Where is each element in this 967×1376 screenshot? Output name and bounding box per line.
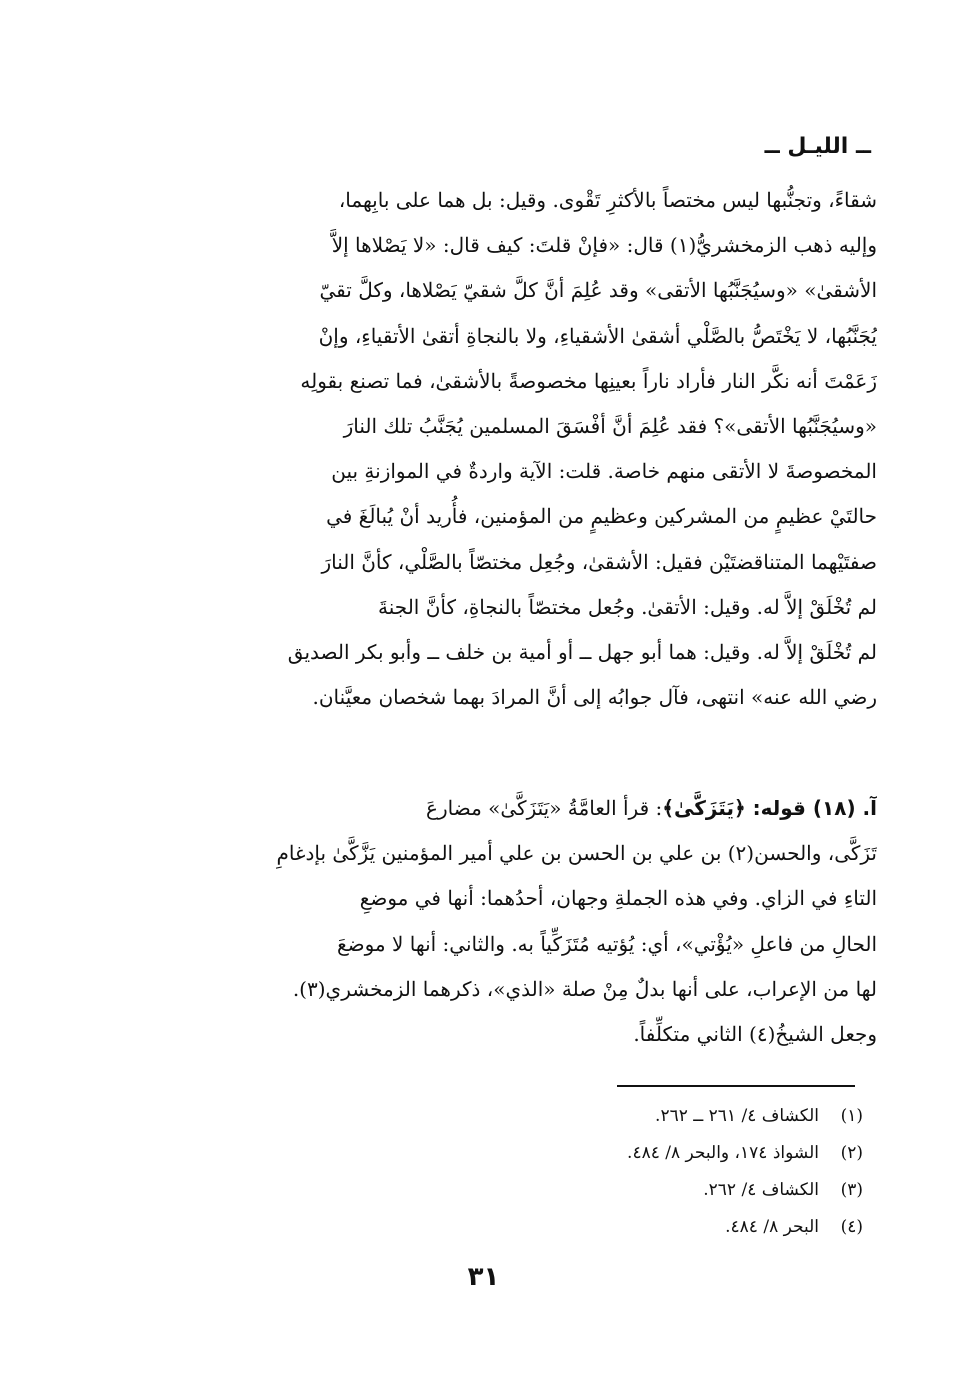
text-line: حالتَيْ عظيمٍ من المشركين وعظيمٍ من المؤمنين، فأُريد أنْ يُبالَغَ في bbox=[326, 504, 877, 529]
footnote bbox=[303, 1172, 863, 1209]
footnote-number: (٢) bbox=[840, 1143, 863, 1163]
footnote-number: (٣) bbox=[840, 1180, 863, 1200]
footnote bbox=[303, 1209, 863, 1246]
text-line: لم تُخْلَقْ إلاَّ له. وقيل: الأتقىٰ. وجُعل مختصّاً بالنجاةِ، كأنَّ الجنةَ bbox=[378, 594, 877, 619]
paragraph-2 bbox=[165, 786, 877, 1057]
footnotes bbox=[303, 1098, 863, 1246]
footnote-number: (١) bbox=[840, 1106, 863, 1126]
footnote-text: الشواذ ١٧٤، والبحر ٨/ ٤٨٤. bbox=[627, 1143, 819, 1163]
text-line: صفتَيْهما المتناقضتَيْن فقيل: الأشقىٰ، وجُعِل مختصّاً بالصَّلْي، كأنَّ النارَ bbox=[321, 549, 877, 574]
text-line: وجعل الشيخُ(٤) الثاني متكلِّفاً. bbox=[633, 1022, 877, 1047]
footnote-text: الكشاف ٤/ ٢٦٢. bbox=[703, 1180, 819, 1200]
footnote-separator bbox=[617, 1085, 855, 1087]
footnote-text: البحر ٨/ ٤٨٤. bbox=[725, 1217, 819, 1237]
paragraph-1 bbox=[165, 178, 877, 720]
text-line: يُجَنَّبُها، لا يَخْتَصُّ بالصَّلْي أشقىٰ الأشقياءِ، ولا بالنجاةِ أتقىٰ الأتقياءِ، وإنْ bbox=[318, 323, 877, 348]
main-text bbox=[165, 178, 877, 1047]
page-number: ٣١ bbox=[467, 1262, 500, 1292]
footnote bbox=[303, 1098, 863, 1135]
text-line: وإليه ذهب الزمخشريُّ(١) قال: «فإنْ قلتَ: كيف قال: «لا يَصْلاها إلاَّ bbox=[331, 233, 877, 258]
text-line: التاءِ في الزاي. وفي هذه الجملةِ وجهان، أحدُهما: أنها في موضعِ bbox=[359, 886, 877, 911]
footnote bbox=[303, 1135, 863, 1172]
text-line: المخصوصةَ لا الأتقى منهم خاصة. قلت: الآية واردةٌ في الموازنةِ بين bbox=[331, 459, 877, 484]
running-header: ــ الليـل ــ bbox=[764, 134, 871, 159]
text-line: «وسيُجَنَّبُها الأتقى»؟ فقد عُلِمَ أنَّ أفْسَقَ المسلمين يُجَنَّبُ تلك النارَ bbox=[343, 414, 877, 439]
text-line: شقاءً، وتجنُّبها ليس مختصاً بالأكثرِ تَقْوى. وقيل: بل هما على بابِهما، bbox=[338, 188, 877, 212]
text-line: رضي الله عنه» انتهى، فآل جوابُه إلى أنَّ المرادَ بهما شخصان معيَّنان. bbox=[312, 685, 877, 710]
text-line: لم تُخْلَقْ إلاَّ له. وقيل: هما أبو جهل ــ أو أمية بن خلف ــ وأبو بكر الصديق bbox=[287, 640, 877, 665]
text-line bbox=[165, 786, 877, 831]
verse-commentary: : قرأ العامَّةُ «يَتَزَكَّىٰ» مضارعَ bbox=[426, 796, 663, 820]
text-line: الحالِ من فاعلِ «يُؤْتي»، أي: يُؤتيه مُتَزَكِّياً به. والثاني: أنها لا موضعَ bbox=[336, 931, 877, 956]
text-line: لها من الإعراب، على أنها بدلٌ مِنْ صلة «الذي»، ذكرهما الزمخشري(٣). bbox=[292, 976, 877, 1001]
verse-reference: آ. (١٨) قوله: ﴿يَتَزَكَّىٰ﴾ bbox=[662, 796, 877, 820]
text-line: تَزَكَّى، والحسن(٢) بن علي بن الحسن بن علي أمير المؤمنين يَزَّكَّىٰ بإدغامِ bbox=[276, 841, 877, 866]
footnote-text: الكشاف ٤/ ٢٦١ ــ ٢٦٢. bbox=[655, 1106, 819, 1126]
footnote-number: (٤) bbox=[840, 1217, 863, 1237]
text-line: الأشقىٰ» «وسيُجَنَّبُها الأتقى» وقد عُلِمَ أنَّ كلَّ شقيّ يَصْلاها، وكلَّ تقيّ bbox=[319, 278, 877, 303]
text-line: زَعَمْتَ أنه نكَّر النار فأراد ناراً بعينِها مخصوصةً بالأشقىٰ، فما تصنع بقولِه bbox=[300, 368, 877, 393]
